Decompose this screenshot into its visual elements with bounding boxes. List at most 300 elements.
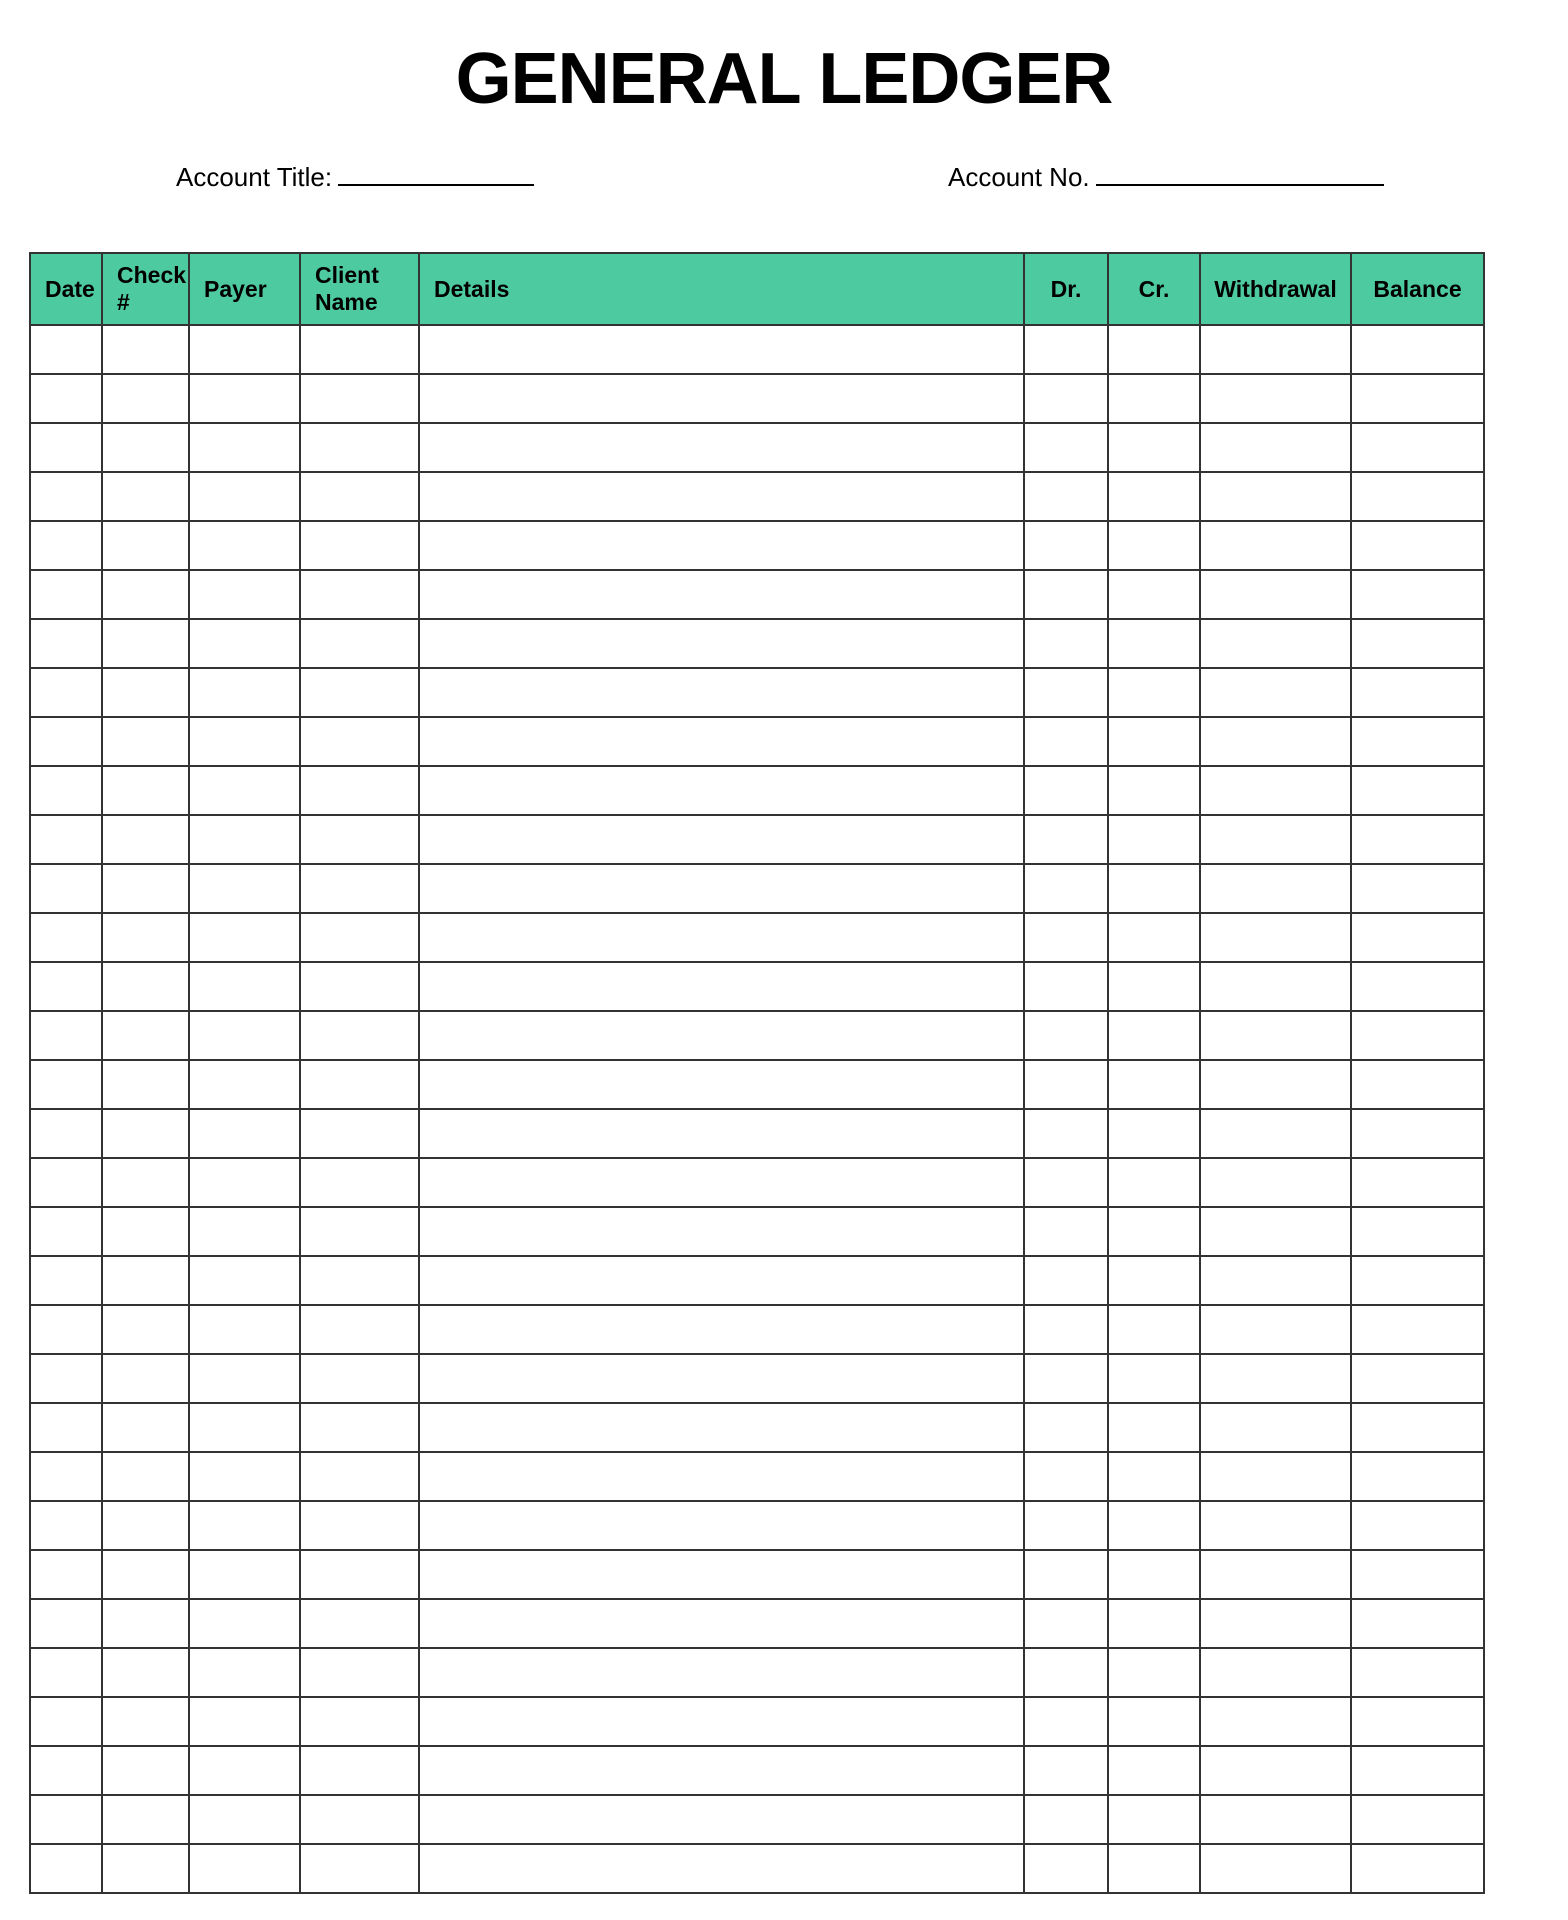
- table-cell[interactable]: [419, 1305, 1024, 1354]
- table-cell[interactable]: [300, 1109, 419, 1158]
- table-cell[interactable]: [1351, 668, 1484, 717]
- table-cell[interactable]: [1351, 1158, 1484, 1207]
- table-cell[interactable]: [30, 1403, 102, 1452]
- table-cell[interactable]: [1108, 521, 1200, 570]
- table-cell[interactable]: [189, 570, 300, 619]
- table-cell[interactable]: [1108, 1207, 1200, 1256]
- table-cell[interactable]: [1351, 1746, 1484, 1795]
- table-cell[interactable]: [300, 1795, 419, 1844]
- table-cell[interactable]: [1200, 1011, 1351, 1060]
- table-cell[interactable]: [1351, 374, 1484, 423]
- table-cell[interactable]: [1024, 668, 1108, 717]
- table-cell[interactable]: [102, 325, 189, 374]
- table-row: [30, 1844, 1484, 1893]
- table-cell[interactable]: [419, 1550, 1024, 1599]
- column-header: Withdrawal: [1200, 253, 1351, 325]
- table-cell[interactable]: [189, 1501, 300, 1550]
- table-cell[interactable]: [300, 423, 419, 472]
- table-cell[interactable]: [1200, 1060, 1351, 1109]
- table-cell[interactable]: [1200, 717, 1351, 766]
- table-cell[interactable]: [419, 913, 1024, 962]
- table-cell[interactable]: [419, 1501, 1024, 1550]
- table-cell[interactable]: [189, 619, 300, 668]
- table-cell[interactable]: [1024, 1109, 1108, 1158]
- table-cell[interactable]: [1108, 1550, 1200, 1599]
- table-cell[interactable]: [30, 1354, 102, 1403]
- table-cell[interactable]: [1108, 1795, 1200, 1844]
- table-cell[interactable]: [300, 1746, 419, 1795]
- table-cell[interactable]: [300, 1844, 419, 1893]
- table-cell[interactable]: [30, 374, 102, 423]
- table-cell[interactable]: [1351, 815, 1484, 864]
- table-cell[interactable]: [1200, 1550, 1351, 1599]
- table-cell[interactable]: [1024, 913, 1108, 962]
- table-cell[interactable]: [1351, 1599, 1484, 1648]
- table-cell[interactable]: [189, 521, 300, 570]
- table-cell[interactable]: [30, 325, 102, 374]
- table-cell[interactable]: [102, 1648, 189, 1697]
- table-cell[interactable]: [1200, 766, 1351, 815]
- table-cell[interactable]: [419, 472, 1024, 521]
- table-cell[interactable]: [102, 1844, 189, 1893]
- table-cell[interactable]: [189, 1158, 300, 1207]
- table-cell[interactable]: [102, 423, 189, 472]
- table-cell[interactable]: [30, 1452, 102, 1501]
- table-cell[interactable]: [1351, 766, 1484, 815]
- table-cell[interactable]: [1024, 619, 1108, 668]
- table-cell[interactable]: [1351, 1011, 1484, 1060]
- table-cell[interactable]: [300, 1403, 419, 1452]
- table-cell[interactable]: [1024, 1648, 1108, 1697]
- table-cell[interactable]: [1024, 1011, 1108, 1060]
- table-cell[interactable]: [1200, 913, 1351, 962]
- table-cell[interactable]: [1024, 1452, 1108, 1501]
- table-cell[interactable]: [1108, 1746, 1200, 1795]
- table-cell[interactable]: [300, 1305, 419, 1354]
- table-cell[interactable]: [1024, 570, 1108, 619]
- table-cell[interactable]: [300, 1207, 419, 1256]
- table-cell[interactable]: [30, 521, 102, 570]
- table-cell[interactable]: [1200, 374, 1351, 423]
- table-cell[interactable]: [30, 472, 102, 521]
- table-cell[interactable]: [1351, 1256, 1484, 1305]
- table-cell[interactable]: [1351, 962, 1484, 1011]
- table-cell[interactable]: [102, 1207, 189, 1256]
- table-cell[interactable]: [1200, 423, 1351, 472]
- table-cell[interactable]: [1351, 1501, 1484, 1550]
- table-cell[interactable]: [102, 619, 189, 668]
- table-cell[interactable]: [102, 570, 189, 619]
- table-cell[interactable]: [1351, 1354, 1484, 1403]
- table-row: [30, 1599, 1484, 1648]
- table-cell[interactable]: [419, 815, 1024, 864]
- table-cell[interactable]: [1351, 472, 1484, 521]
- table-cell[interactable]: [1351, 1452, 1484, 1501]
- table-row: [30, 962, 1484, 1011]
- table-cell[interactable]: [30, 962, 102, 1011]
- table-cell[interactable]: [102, 1305, 189, 1354]
- table-cell[interactable]: [419, 521, 1024, 570]
- table-cell[interactable]: [1200, 1746, 1351, 1795]
- table-cell[interactable]: [1024, 962, 1108, 1011]
- table-cell[interactable]: [30, 1305, 102, 1354]
- table-cell[interactable]: [1108, 1109, 1200, 1158]
- table-cell[interactable]: [1200, 1403, 1351, 1452]
- table-cell[interactable]: [30, 1648, 102, 1697]
- table-cell[interactable]: [419, 1648, 1024, 1697]
- table-cell[interactable]: [419, 1011, 1024, 1060]
- table-cell[interactable]: [102, 1599, 189, 1648]
- table-cell[interactable]: [1024, 472, 1108, 521]
- table-cell[interactable]: [30, 619, 102, 668]
- table-cell[interactable]: [419, 864, 1024, 913]
- table-cell[interactable]: [419, 1109, 1024, 1158]
- table-cell[interactable]: [30, 717, 102, 766]
- table-cell[interactable]: [1351, 1305, 1484, 1354]
- table-cell[interactable]: [30, 815, 102, 864]
- table-cell[interactable]: [1351, 1109, 1484, 1158]
- table-cell[interactable]: [300, 668, 419, 717]
- table-cell[interactable]: [30, 913, 102, 962]
- table-cell[interactable]: [419, 570, 1024, 619]
- table-cell[interactable]: [1108, 913, 1200, 962]
- table-cell[interactable]: [189, 472, 300, 521]
- table-cell[interactable]: [1108, 1501, 1200, 1550]
- table-cell[interactable]: [1200, 1109, 1351, 1158]
- table-cell[interactable]: [1108, 570, 1200, 619]
- table-cell[interactable]: [300, 1060, 419, 1109]
- table-cell[interactable]: [1108, 1452, 1200, 1501]
- table-cell[interactable]: [1200, 1256, 1351, 1305]
- table-cell[interactable]: [1200, 1599, 1351, 1648]
- table-cell[interactable]: [300, 325, 419, 374]
- table-cell[interactable]: [189, 1550, 300, 1599]
- table-cell[interactable]: [102, 1550, 189, 1599]
- table-cell[interactable]: [1024, 766, 1108, 815]
- table-cell[interactable]: [1108, 1599, 1200, 1648]
- table-cell[interactable]: [1351, 325, 1484, 374]
- table-cell[interactable]: [1351, 423, 1484, 472]
- table-cell[interactable]: [1200, 1501, 1351, 1550]
- table-cell[interactable]: [30, 1844, 102, 1893]
- table-cell[interactable]: [1108, 1256, 1200, 1305]
- table-cell[interactable]: [1351, 570, 1484, 619]
- table-cell[interactable]: [102, 1452, 189, 1501]
- table-cell[interactable]: [1024, 1550, 1108, 1599]
- table-cell[interactable]: [1351, 1060, 1484, 1109]
- table-row: [30, 1109, 1484, 1158]
- table-row: [30, 472, 1484, 521]
- table-cell[interactable]: [189, 668, 300, 717]
- table-row: [30, 1305, 1484, 1354]
- table-cell[interactable]: [1108, 1648, 1200, 1697]
- table-cell[interactable]: [300, 1354, 419, 1403]
- table-cell[interactable]: [102, 913, 189, 962]
- table-cell[interactable]: [1108, 717, 1200, 766]
- table-cell[interactable]: [189, 1060, 300, 1109]
- table-cell[interactable]: [102, 1060, 189, 1109]
- table-cell[interactable]: [300, 1697, 419, 1746]
- table-cell[interactable]: [1200, 1697, 1351, 1746]
- table-cell[interactable]: [30, 1011, 102, 1060]
- table-cell[interactable]: [300, 962, 419, 1011]
- table-cell[interactable]: [300, 1599, 419, 1648]
- table-cell[interactable]: [419, 1354, 1024, 1403]
- table-cell[interactable]: [419, 1158, 1024, 1207]
- table-cell[interactable]: [1024, 1256, 1108, 1305]
- table-cell[interactable]: [1108, 374, 1200, 423]
- table-cell[interactable]: [189, 1305, 300, 1354]
- table-cell[interactable]: [300, 766, 419, 815]
- table-cell[interactable]: [1024, 1697, 1108, 1746]
- table-cell[interactable]: [419, 962, 1024, 1011]
- table-cell[interactable]: [30, 1256, 102, 1305]
- table-cell[interactable]: [102, 472, 189, 521]
- table-cell[interactable]: [102, 668, 189, 717]
- table-cell[interactable]: [30, 668, 102, 717]
- table-cell[interactable]: [419, 766, 1024, 815]
- table-cell[interactable]: [419, 1844, 1024, 1893]
- table-cell[interactable]: [1024, 1403, 1108, 1452]
- table-cell[interactable]: [1200, 325, 1351, 374]
- table-row: [30, 1158, 1484, 1207]
- table-cell[interactable]: [1351, 1648, 1484, 1697]
- table-cell[interactable]: [30, 1158, 102, 1207]
- table-cell[interactable]: [300, 521, 419, 570]
- table-cell[interactable]: [1351, 521, 1484, 570]
- table-cell[interactable]: [189, 1844, 300, 1893]
- table-cell[interactable]: [1200, 962, 1351, 1011]
- table-cell[interactable]: [1108, 962, 1200, 1011]
- table-cell[interactable]: [1351, 619, 1484, 668]
- table-cell[interactable]: [30, 1599, 102, 1648]
- table-cell[interactable]: [1351, 1697, 1484, 1746]
- table-cell[interactable]: [189, 1599, 300, 1648]
- table-cell[interactable]: [1200, 1648, 1351, 1697]
- table-cell[interactable]: [1108, 325, 1200, 374]
- table-cell[interactable]: [1024, 1501, 1108, 1550]
- table-cell[interactable]: [1351, 1403, 1484, 1452]
- table-cell[interactable]: [189, 1354, 300, 1403]
- table-cell[interactable]: [300, 1648, 419, 1697]
- table-cell[interactable]: [189, 1207, 300, 1256]
- table-cell[interactable]: [1024, 423, 1108, 472]
- table-cell[interactable]: [1351, 913, 1484, 962]
- table-cell[interactable]: [189, 325, 300, 374]
- table-cell[interactable]: [102, 815, 189, 864]
- table-cell[interactable]: [1024, 325, 1108, 374]
- table-cell[interactable]: [300, 1011, 419, 1060]
- table-cell[interactable]: [1108, 1305, 1200, 1354]
- table-cell[interactable]: [300, 570, 419, 619]
- table-cell[interactable]: [300, 864, 419, 913]
- table-cell[interactable]: [1351, 1550, 1484, 1599]
- ledger-table: [29, 252, 1485, 1894]
- table-cell[interactable]: [1108, 1844, 1200, 1893]
- table-cell[interactable]: [1024, 1354, 1108, 1403]
- table-cell[interactable]: [189, 1109, 300, 1158]
- table-cell[interactable]: [189, 423, 300, 472]
- table-cell[interactable]: [1024, 1207, 1108, 1256]
- table-cell[interactable]: [1024, 1060, 1108, 1109]
- table-cell[interactable]: [1200, 1844, 1351, 1893]
- table-cell[interactable]: [300, 374, 419, 423]
- table-cell[interactable]: [102, 1158, 189, 1207]
- table-cell[interactable]: [1024, 864, 1108, 913]
- table-cell[interactable]: [419, 668, 1024, 717]
- table-cell[interactable]: [102, 1746, 189, 1795]
- table-cell[interactable]: [1024, 717, 1108, 766]
- table-cell[interactable]: [1200, 472, 1351, 521]
- table-cell[interactable]: [102, 374, 189, 423]
- table-cell[interactable]: [1024, 1158, 1108, 1207]
- table-cell[interactable]: [1200, 1305, 1351, 1354]
- page-title: GENERAL LEDGER: [455, 39, 1113, 119]
- table-cell[interactable]: [102, 1795, 189, 1844]
- table-cell[interactable]: [1024, 1305, 1108, 1354]
- table-cell[interactable]: [189, 374, 300, 423]
- table-cell[interactable]: [30, 1501, 102, 1550]
- table-cell[interactable]: [189, 815, 300, 864]
- table-cell[interactable]: [1108, 1011, 1200, 1060]
- table-cell[interactable]: [1200, 668, 1351, 717]
- table-cell[interactable]: [102, 521, 189, 570]
- table-cell[interactable]: [30, 1550, 102, 1599]
- table-cell[interactable]: [419, 1207, 1024, 1256]
- table-cell[interactable]: [419, 374, 1024, 423]
- table-cell[interactable]: [1108, 1158, 1200, 1207]
- table-cell[interactable]: [300, 913, 419, 962]
- table-cell[interactable]: [189, 1795, 300, 1844]
- table-cell[interactable]: [1108, 864, 1200, 913]
- table-cell[interactable]: [102, 717, 189, 766]
- table-cell[interactable]: [1200, 815, 1351, 864]
- account-title-blank[interactable]: [338, 160, 534, 186]
- table-cell[interactable]: [189, 717, 300, 766]
- table-cell[interactable]: [419, 1599, 1024, 1648]
- table-cell[interactable]: [1108, 1697, 1200, 1746]
- table-cell[interactable]: [189, 1697, 300, 1746]
- table-cell[interactable]: [419, 1795, 1024, 1844]
- table-cell[interactable]: [189, 1648, 300, 1697]
- table-cell[interactable]: [419, 1403, 1024, 1452]
- table-cell[interactable]: [300, 1158, 419, 1207]
- table-cell[interactable]: [30, 423, 102, 472]
- table-cell[interactable]: [1108, 668, 1200, 717]
- table-cell[interactable]: [1108, 423, 1200, 472]
- table-cell[interactable]: [189, 913, 300, 962]
- table-cell[interactable]: [1200, 1207, 1351, 1256]
- table-cell[interactable]: [1200, 864, 1351, 913]
- table-cell[interactable]: [1351, 864, 1484, 913]
- table-cell[interactable]: [419, 325, 1024, 374]
- table-cell[interactable]: [1024, 521, 1108, 570]
- table-cell[interactable]: [1024, 1599, 1108, 1648]
- table-cell[interactable]: [1200, 1158, 1351, 1207]
- table-cell[interactable]: [1024, 1844, 1108, 1893]
- account-no-blank[interactable]: [1096, 160, 1384, 186]
- table-cell[interactable]: [300, 619, 419, 668]
- table-cell[interactable]: [419, 1452, 1024, 1501]
- table-cell[interactable]: [102, 766, 189, 815]
- table-cell[interactable]: [30, 1060, 102, 1109]
- table-cell[interactable]: [102, 1697, 189, 1746]
- table-cell[interactable]: [30, 1109, 102, 1158]
- table-cell[interactable]: [300, 1550, 419, 1599]
- table-cell[interactable]: [30, 766, 102, 815]
- table-cell[interactable]: [300, 717, 419, 766]
- table-cell[interactable]: [1024, 1746, 1108, 1795]
- table-cell[interactable]: [1108, 619, 1200, 668]
- table-cell[interactable]: [189, 1403, 300, 1452]
- table-cell[interactable]: [300, 1452, 419, 1501]
- table-cell[interactable]: [1108, 472, 1200, 521]
- table-cell[interactable]: [1351, 1795, 1484, 1844]
- table-cell[interactable]: [1200, 619, 1351, 668]
- table-cell[interactable]: [1108, 1403, 1200, 1452]
- table-cell[interactable]: [189, 1746, 300, 1795]
- table-cell[interactable]: [102, 962, 189, 1011]
- table-cell[interactable]: [1108, 1354, 1200, 1403]
- table-cell[interactable]: [102, 864, 189, 913]
- table-cell[interactable]: [189, 962, 300, 1011]
- table-cell[interactable]: [189, 864, 300, 913]
- table-cell[interactable]: [1024, 1795, 1108, 1844]
- table-cell[interactable]: [1200, 570, 1351, 619]
- table-cell[interactable]: [1108, 1060, 1200, 1109]
- table-cell[interactable]: [1024, 815, 1108, 864]
- table-cell[interactable]: [30, 570, 102, 619]
- table-cell[interactable]: [102, 1011, 189, 1060]
- table-cell[interactable]: [189, 1256, 300, 1305]
- table-cell[interactable]: [189, 766, 300, 815]
- table-cell[interactable]: [419, 1060, 1024, 1109]
- table-cell[interactable]: [102, 1403, 189, 1452]
- table-cell[interactable]: [1200, 521, 1351, 570]
- table-cell[interactable]: [419, 1697, 1024, 1746]
- table-cell[interactable]: [300, 472, 419, 521]
- table-cell[interactable]: [30, 1697, 102, 1746]
- table-cell[interactable]: [189, 1452, 300, 1501]
- table-cell[interactable]: [419, 1256, 1024, 1305]
- table-cell[interactable]: [102, 1354, 189, 1403]
- table-cell[interactable]: [1351, 717, 1484, 766]
- table-cell[interactable]: [419, 619, 1024, 668]
- table-cell[interactable]: [30, 1795, 102, 1844]
- table-cell[interactable]: [419, 423, 1024, 472]
- table-cell[interactable]: [102, 1501, 189, 1550]
- table-cell[interactable]: [1200, 1354, 1351, 1403]
- table-cell[interactable]: [1351, 1844, 1484, 1893]
- table-cell[interactable]: [1351, 1207, 1484, 1256]
- table-cell[interactable]: [1024, 374, 1108, 423]
- table-cell[interactable]: [1200, 1795, 1351, 1844]
- table-cell[interactable]: [419, 1746, 1024, 1795]
- table-cell[interactable]: [102, 1109, 189, 1158]
- table-cell[interactable]: [102, 1256, 189, 1305]
- table-cell[interactable]: [300, 815, 419, 864]
- table-cell[interactable]: [419, 717, 1024, 766]
- table-cell[interactable]: [189, 1011, 300, 1060]
- table-cell[interactable]: [300, 1256, 419, 1305]
- table-cell[interactable]: [30, 1746, 102, 1795]
- table-cell[interactable]: [1108, 766, 1200, 815]
- table-cell[interactable]: [30, 1207, 102, 1256]
- table-cell[interactable]: [1200, 1452, 1351, 1501]
- table-cell[interactable]: [30, 864, 102, 913]
- table-cell[interactable]: [1108, 815, 1200, 864]
- table-cell[interactable]: [300, 1501, 419, 1550]
